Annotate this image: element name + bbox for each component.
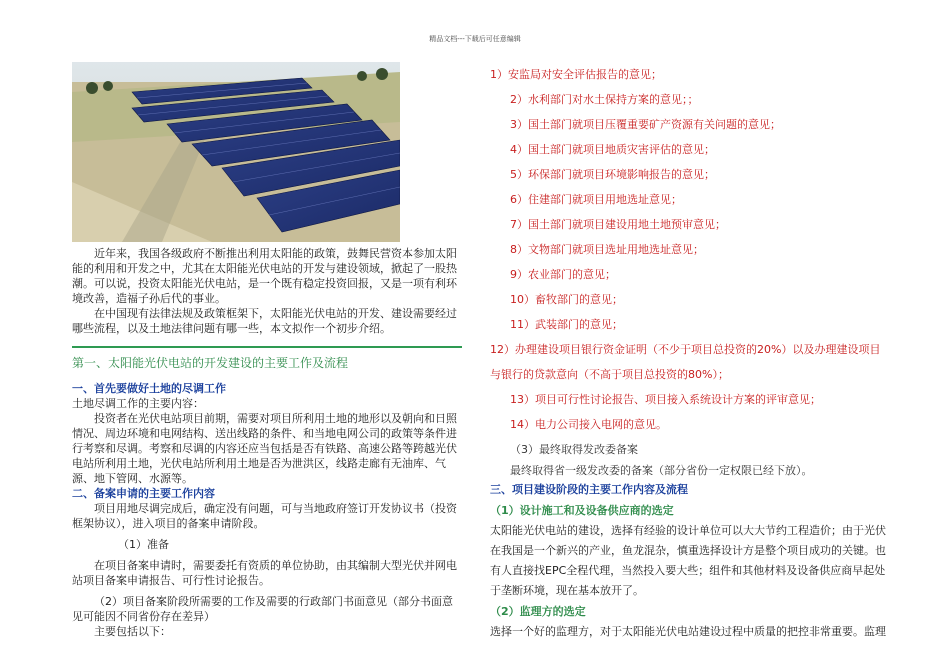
step-3-body: 最终取得省一级发改委的备案（部分省份一定权限已经下放）。 — [510, 464, 813, 477]
page-header: 精品文档---下载后可任意编辑 — [429, 35, 521, 43]
section-divider — [72, 346, 462, 348]
step-1-label: （1）准备 — [118, 538, 169, 551]
solar-farm-photo — [72, 62, 400, 242]
opinion-item-11: 11）武装部门的意见； — [510, 318, 623, 331]
opinion-item-7: 7）国土部门就项目建设用地土地预审意见； — [510, 218, 726, 231]
heading-construction: 三、项目建设阶段的主要工作内容及流程 — [490, 483, 688, 496]
opinion-item-2: 2）水利部门对水土保持方案的意见；； — [510, 93, 699, 106]
heading-supervisor: （2）监理方的选定 — [490, 605, 586, 618]
intro-paragraph-1: 近年来，我国各级政府不断推出利用太阳能的政策，鼓舞民营资本参加太阳能的利用和开发之中，尤其在太阳能光伏电站的开发与建设领域，掀起了一股热潮。可以说，投资太阳能光伏电站，是一个既有稳定投资回报，又是一项有利环境改善，造福子孙后代的事业。 — [72, 247, 457, 305]
design-supplier-body: 太阳能光伏电站的建设，选择有经验的设计单位可以大大节约工程造价；由于光伏在我国是一个新兴的产业，鱼龙混杂，慎重选择设计方是整个项目成功的关键。也有人直接找EPC全程代理，当然投入要大些；组件和其他材料及设备供应商早起处于垄断环境，现在基本放开了。 — [490, 524, 886, 597]
opinion-item-10: 10）畜牧部门的意见； — [510, 293, 623, 306]
section1-title: 第一、太阳能光伏电站的开发建设的主要工作及流程 — [72, 356, 349, 370]
supervisor-body: 选择一个好的监理方，对于太阳能光伏电站建设过程中质量的把控非常重要。监理 — [490, 625, 886, 638]
opinion-item-12b: 与银行的贷款意向（不高于项目总投资的80%）； — [490, 368, 729, 381]
step-2-label: （2）项目备案阶段所需要的工作及需要的行政部门书面意见（部分书面意见可能因不同省份存在差异） — [72, 595, 453, 623]
opinion-item-1: 1）安监局对安全评估报告的意见； — [490, 68, 662, 81]
opinion-item-5: 5）环保部门就项目环境影响报告的意见； — [510, 168, 715, 181]
heading-design-supplier: （1）设计施工和及设备供应商的选定 — [490, 504, 674, 517]
opinion-item-3: 3）国土部门就项目压覆重要矿产资源有关问题的意见； — [510, 118, 781, 131]
filing-body: 项目用地尽调完成后，确定没有问题，可与当地政府签订开发协议书（投资框架协议），进入项目的备案申请阶段。 — [72, 502, 457, 530]
intro-paragraph-2: 在中国现有法律法规及政策框架下，太阳能光伏电站的开发、建设需要经过哪些流程，以及土地法律问题有哪一些，本文拟作一个初步介绍。 — [72, 307, 457, 335]
land-survey-body: 投资者在光伏电站项目前期，需要对项目所利用土地的地形以及朝向和日照情况、周边环境和电网结构、送出线路的条件、和当地电网公司的政策等条件进行考察和尽调。考察和尽调的内容还应当包括是否有铁路、高速公路等跨越光伏电站所利用土地，光伏电站所利用土地是否为泄洪区，线路走廊有无油库、气源、地下管网、水源等。 — [72, 412, 457, 485]
opinion-item-9: 9）农业部门的意见； — [510, 268, 616, 281]
step-3-label: （3）最终取得发改委备案 — [510, 443, 638, 456]
opinion-item-6: 6）住建部门就项目用地选址意见； — [510, 193, 682, 206]
opinion-item-12a: 12）办理建设项目银行资金证明（不少于项目总投资的20%）以及办理建设项目 — [490, 343, 881, 356]
opinion-item-8: 8）文物部门就项目选址用地选址意见； — [510, 243, 704, 256]
left-column — [72, 246, 462, 639]
opinion-item-14: 14）电力公司接入电网的意见。 — [510, 418, 667, 431]
right-column — [490, 62, 890, 642]
step-1-body: 在项目备案申请时，需要委托有资质的单位协助，由其编制大型光伏并网电站项目备案申请报告、可行性讨论报告。 — [72, 559, 457, 587]
heading-land-survey: 一、首先要做好土地的尽调工作 — [72, 382, 226, 395]
opinion-item-4: 4）国土部门就项目地质灾害评估的意见； — [510, 143, 715, 156]
opinion-item-13: 13）项目可行性讨论报告、项目接入系统设计方案的评审意见； — [510, 393, 821, 406]
heading-filing: 二、备案申请的主要工作内容 — [72, 487, 215, 500]
land-survey-subtitle: 土地尽调工作的主要内容： — [72, 397, 204, 410]
step-2-more: 主要包括以下： — [94, 625, 171, 638]
